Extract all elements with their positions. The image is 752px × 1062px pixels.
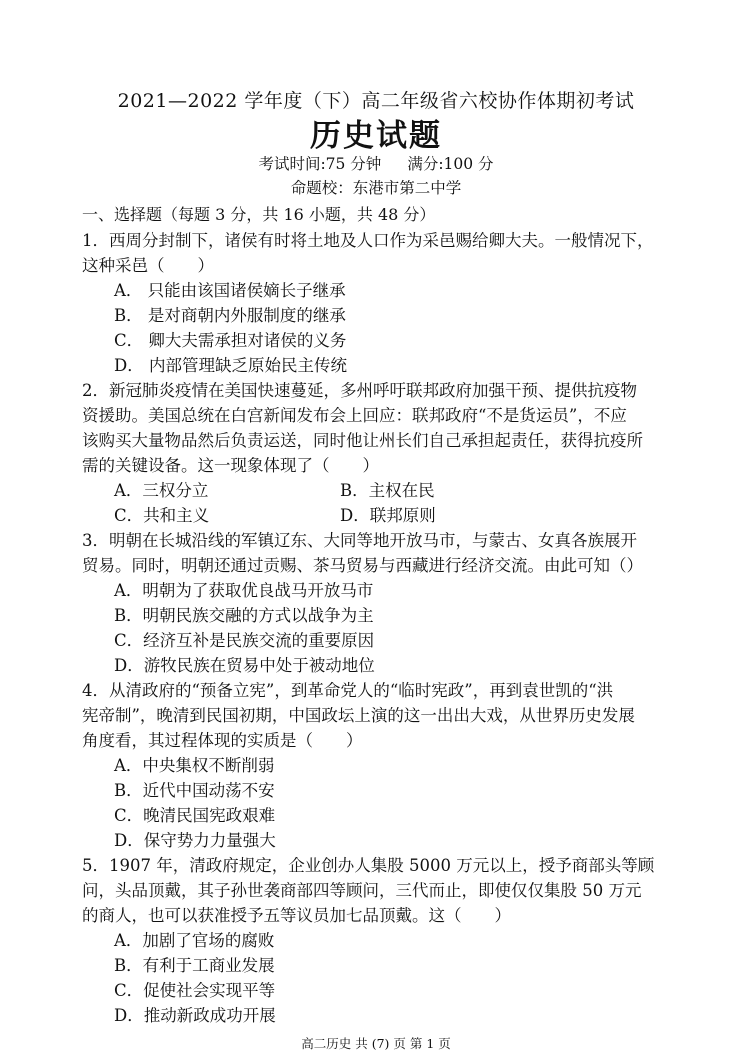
question-stem-line: 贸易。同时，明朝还通过贡赐、茶马贸易与西藏进行经济交流。由此可知（）: [82, 556, 643, 575]
section-title: 一、选择题（每题 3 分，共 16 小题，共 48 分）: [82, 205, 436, 224]
question-stem-line: 4．从清政府的“预备立宪”，到革命党人的“临时宪政”，再到袁世凯的“洪: [82, 681, 614, 700]
option-d: D．保守势力力量强大: [114, 831, 276, 850]
question-1: [82, 228, 672, 278]
option-d: D．推动新政成功开展: [114, 1006, 276, 1025]
option-c: C．晚清民国宪政艰难: [114, 806, 276, 825]
option-b: B．明朝民族交融的方式以战争为主: [114, 606, 374, 625]
option-b: B．有利于工商业发展: [114, 956, 275, 975]
question-stem-line: 需的关键设备。这一现象体现了（ ）: [82, 456, 379, 475]
option-b: B．近代中国动荡不安: [114, 781, 275, 800]
question-stem-line: 的商人，也可以获准授予五等议员加七品顶戴。这（ ）: [82, 906, 511, 925]
option-c: C．促使社会实现平等: [114, 981, 276, 1000]
option-a: A．加剧了官场的腐败: [114, 931, 275, 950]
option-a: A．中央集权不断削弱: [114, 756, 275, 775]
exam-school: 命题校：东港市第二中学: [290, 179, 462, 197]
question-stem-line: 这种采邑（ ）: [82, 256, 214, 275]
option-a: A．明朝为了获取优良战马开放马市: [114, 581, 374, 600]
option-b: B．主权在民: [340, 481, 435, 500]
option-c: C．经济互补是民族交流的重要原因: [114, 631, 375, 650]
question-3: [82, 528, 672, 578]
option-a: A．三权分立: [114, 481, 209, 500]
question-stem-line: 问，头品顶戴，其子孙世袭商部四等顾问，三代而止，即使仅仅集股 50 万元: [82, 881, 642, 900]
exam-time: 考试时间:75 分钟: [258, 155, 382, 173]
exam-info: [0, 152, 752, 174]
question-stem-line: 宪帝制”，晚清到民国初期，中国政坛上演的这一出出大戏，从世界历史发展: [82, 706, 635, 725]
question-5: [82, 853, 672, 928]
option-a: A． 只能由该国诸侯嫡长子继承: [114, 281, 346, 300]
question-4: [82, 678, 672, 753]
option-b: B． 是对商朝内外服制度的继承: [114, 306, 346, 325]
question-stem-line: 5．1907 年，清政府规定，企业创办人集股 5000 万元以上，授予商部头等顾: [82, 856, 655, 875]
question-stem-line: 1．西周分封制下，诸侯有时将土地及人口作为采邑赐给卿大夫。一般情况下，: [82, 231, 654, 250]
option-c: C．共和主义: [114, 506, 210, 525]
question-stem-line: 3．明朝在长城沿线的军镇辽东、大同等地开放马市，与蒙古、女真各族展开: [82, 531, 637, 550]
exam-title: 2021—2022 学年度（下）高二年级省六校协作体期初考试: [117, 90, 635, 112]
question-stem-line: 2．新冠肺炎疫情在美国快速蔓延，多州呼吁联邦政府加强干预、提供抗疫物: [82, 381, 637, 400]
question-stem-line: 该购买大量物品然后负责运送，同时他让州长们自己承担起责任，获得抗疫所: [82, 431, 643, 450]
option-c: C． 卿大夫需承担对诸侯的义务: [114, 331, 347, 350]
exam-score: 满分:100 分: [407, 155, 494, 173]
question-stem-line: 资援助。美国总统在白宫新闻发布会上回应：联邦政府“不是货运员”，不应: [82, 406, 627, 425]
question-2: [82, 378, 672, 478]
subject-title: 历史试题: [310, 118, 442, 154]
question-stem-line: 角度看，其过程体现的实质是（ ）: [82, 731, 363, 750]
option-d: D．游牧民族在贸易中处于被动地位: [114, 656, 375, 675]
page-footer: 高二历史 共 (7) 页 第 1 页: [301, 1036, 451, 1051]
option-d: D．联邦原则: [340, 506, 436, 525]
option-d: D． 内部管理缺乏原始民主传统: [114, 356, 347, 375]
